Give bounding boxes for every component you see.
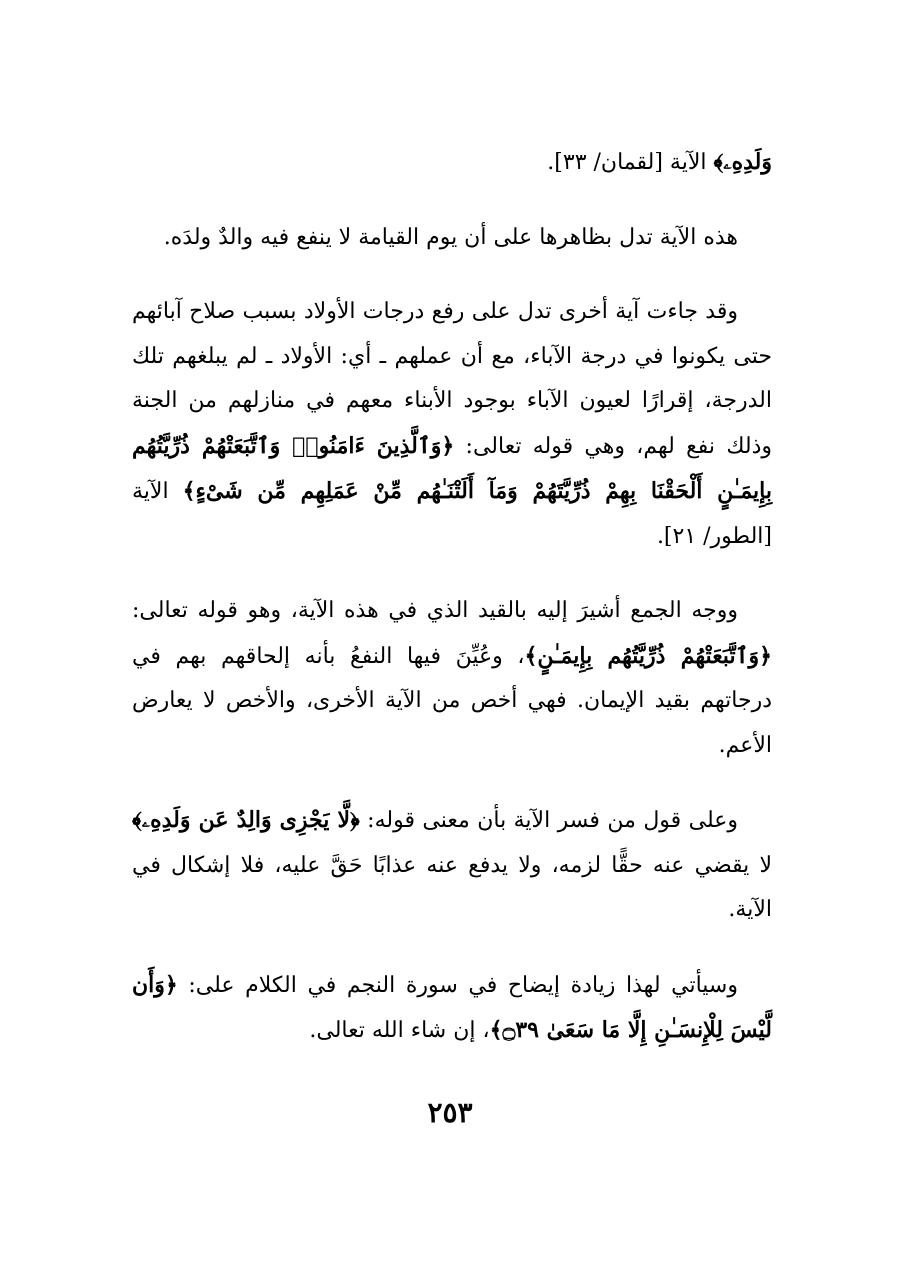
paragraph-text: وسيأتي لهذا زيادة إيضاح في سورة النجم في الكلام على: [177,972,738,998]
page-number: ٢٥٣ [427,1096,473,1129]
paragraph-text: الآية [الطور/ ٢١]. [132,479,772,549]
quran-verse: ﴿وَٱتَّبَعَتْهُمْ ذُرِّيَّتُهُم بِإِيمَـٰنٍ﴾ [524,642,772,669]
quran-verse: وَلَدِهِۦ﴾ [713,149,772,175]
paragraph-text: ، إن شاء الله تعالى. [309,1018,490,1043]
paragraph-no-benefit [132,216,772,261]
paragraph-text: وعلى قول من فسر الآية بأن معنى قوله: [359,808,738,833]
paragraph-forward-reference [132,963,772,1054]
paragraph-text: ووجه الجمع أشيرَ إليه بالقيد الذي في هذه الآية، وهو قوله تعالى: [132,598,738,623]
paragraph-reconciliation [132,589,772,768]
paragraph-text: لا يقضي عنه حقًّا لزمه، ولا يدفع عنه عذابًا حَقَّ عليه، فلا إشكال في الآية. [132,852,772,922]
paragraph-verse-end [132,140,772,186]
paragraph-other-verse [132,290,772,559]
quran-verse: ﴿وَٱلَّذِينَ ءَامَنُوا۟ وَٱتَّبَعَتْهُمْ ذُرِّيَّتُهُم بِإِيمَـٰنٍ أَلْحَقْنَا بِهِمْ ذُرِّيَّتَهُمْ وَمَآ أَلَتْنَـٰهُم مِّنْ عَمَلِهِم مِّن شَىْءٍ﴾ [132,432,772,504]
paragraph-text: هذه الآية تدل بظاهرها على أن يوم القيامة لا ينفع فيه والدٌ ولدَه. [163,224,738,250]
paragraph-alternative-interpretation [132,798,772,933]
paragraph-text: وقد جاءت آية أخرى تدل على رفع درجات الأولاد بسبب صلاح آبائهم حتى يكونوا في درجة الآباء، مع أن عملهم ـ أي: الأولاد ـ لم يبلغهم تلك الدرجة، إقرارًا لعيون الآباء بوجود الأبناء معهم في منازلهم من الجنة وذلك نفع لهم، وهي قوله تعالى: [132,299,772,459]
quran-verse: ﴿لَّا يَجْزِى وَالِدٌ عَن وَلَدِهِۦ﴾ [132,807,360,833]
paragraph-text: ، وعُيِّنَ فيها النفعُ بأنه إلحاقهم بهم في درجاتهم بقيد الإيمان. فهي أخص من الآية الأخرى، والأخص لا يعارض الأعم. [132,643,772,758]
paragraph-text: الآية [لقمان/ ٣٣]. [547,150,714,175]
page-body [132,140,772,1054]
quran-verse: ﴿وَأَن لَّيْسَ لِلْإِنسَـٰنِ إِلَّا مَا سَعَىٰ ۝٣٩﴾ [132,971,772,1043]
